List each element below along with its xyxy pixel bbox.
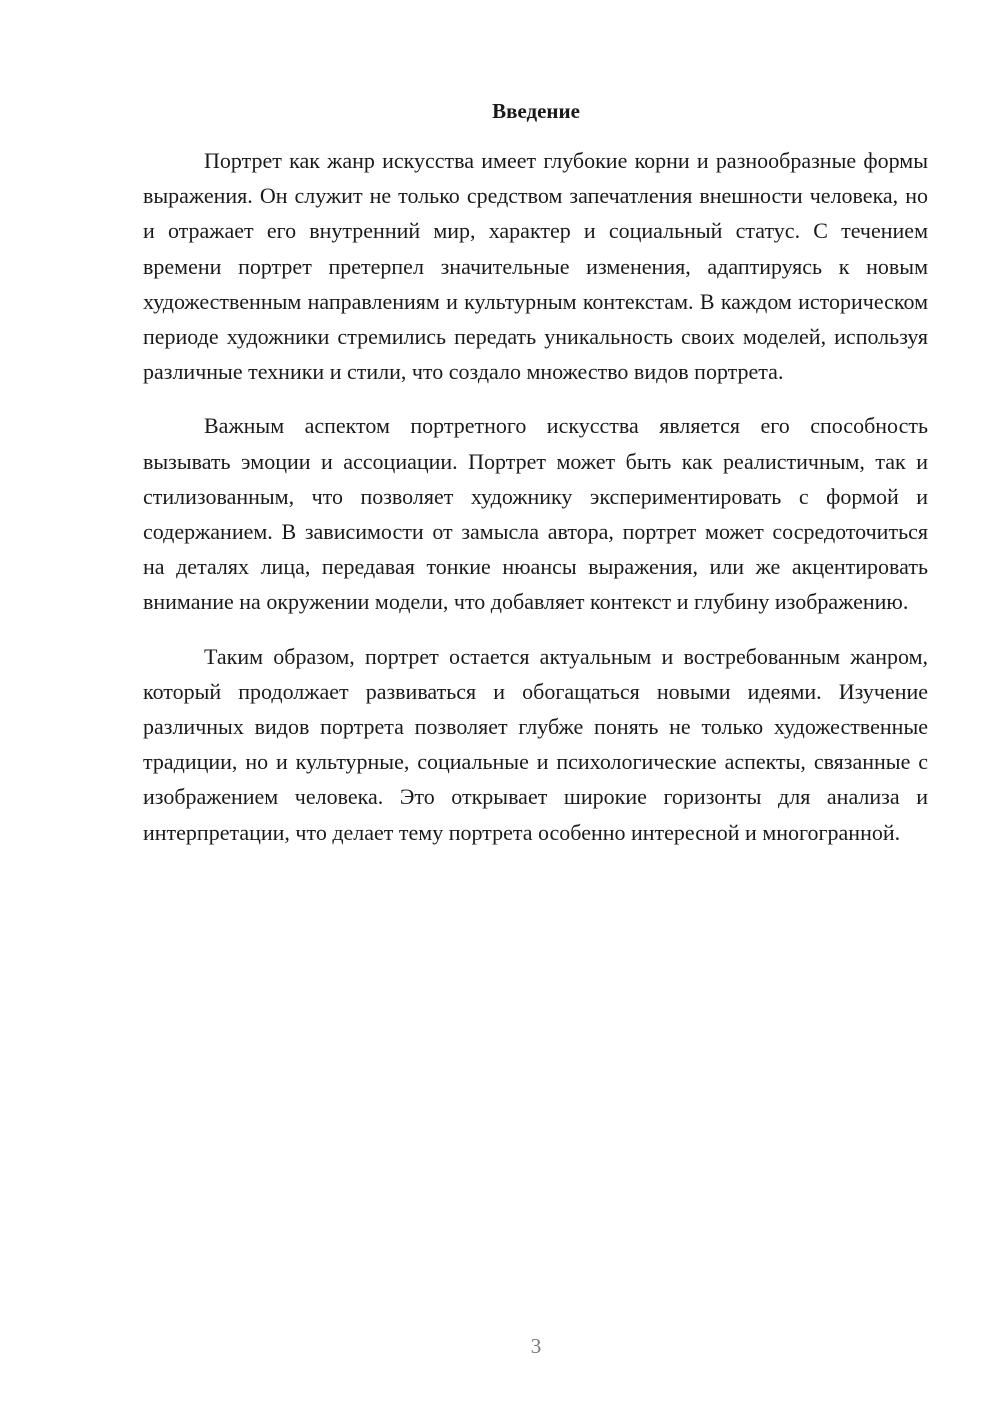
body-text — [143, 143, 928, 850]
paragraph-2: Важным аспектом портретного искусства является его способность вызывать эмоции и ассоциации. Портрет может быть как реалистичным, так и стилизованным, что позволяет художнику экспериментировать с формой и содержанием. В зависимости от замысла автора, портрет может сосредоточиться на деталях лица, передавая тонкие нюансы выражения, или же акцентировать внимание на окружении модели, что добавляет контекст и глубину изображению. — [143, 413, 928, 615]
paragraph-3: Таким образом, портрет остается актуальным и востребованным жанром, который продолжает развиваться и обогащаться новыми идеями. Изучение различных видов портрета позволяет глубже понять не только художественные традиции, но и культурные, социальные и психологические аспекты, связанные с изображением человека. Это открывает широкие горизонты для анализа и интерпретации, что делает тему портрета особенно интересной и многогранной. — [143, 643, 928, 845]
paragraph-1: Портрет как жанр искусства имеет глубокие корни и разнообразные формы выражения. Он служит не только средством запечатления внешности человека, но и отражает его внутренний мир, характер и социальный статус. С течением времени портрет претерпел значительные изменения, адаптируясь к новым художественным направлениям и культурным контекстам. В каждом историческом периоде художники стремились передать уникальность своих моделей, используя различные техники и стили, что создало множество видов портрета. — [143, 148, 928, 385]
section-title: Введение — [492, 99, 580, 123]
page-number: 3 — [530, 1334, 542, 1358]
